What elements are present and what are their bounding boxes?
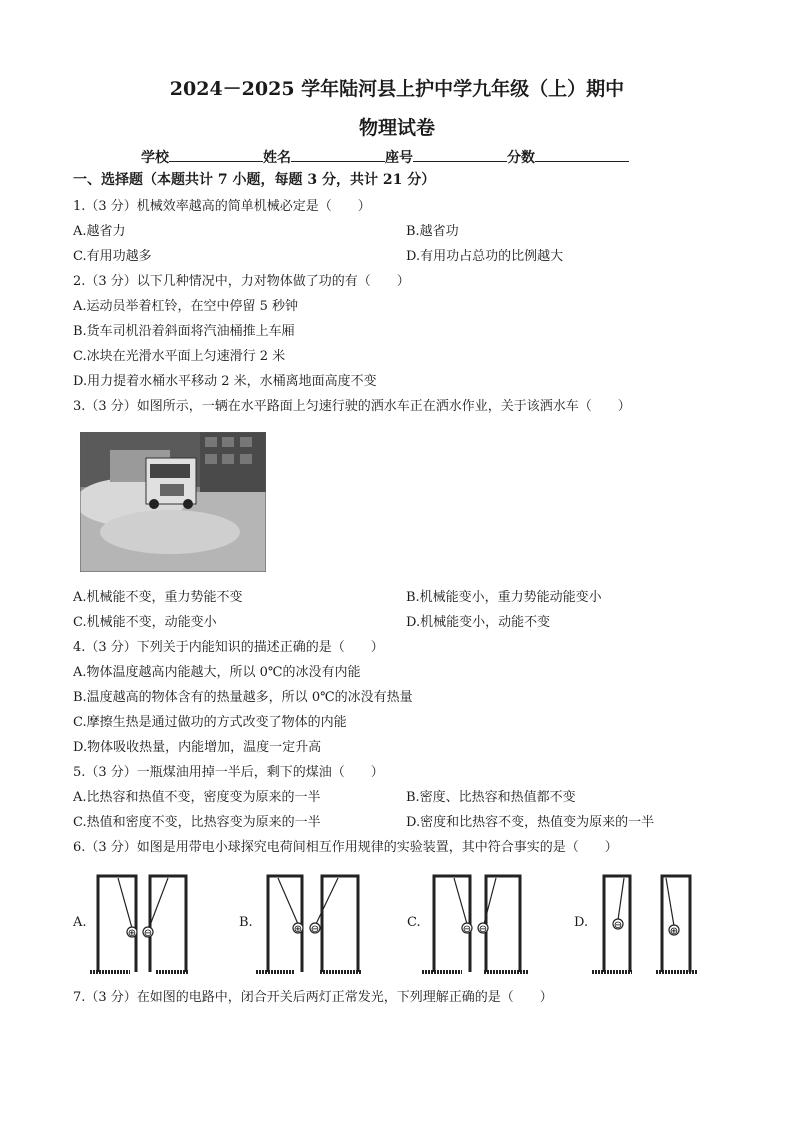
q2-option-a: A.运动员举着杠铃，在空中停留 5 秒钟 [73,299,299,314]
q6d-left-charge: ⊖ [613,920,623,931]
q4-option-d: D.物体吸收热量，内能增加，温度一定升高 [73,740,322,755]
q1-option-c: C.有用功越多 [73,249,152,264]
seat-label: 座号 [385,150,413,166]
name-blank[interactable] [291,147,385,162]
q4-option-b: B.温度越高的物体含有的热量越多，所以 0℃的冰没有热量 [73,690,413,705]
q6b-right-charge: ⊖ [310,924,320,935]
q1-option-b: B.越省功 [406,224,459,239]
score-blank[interactable] [535,147,629,162]
q6c-right-charge: ⊖ [478,924,488,935]
name-label: 姓名 [263,150,291,166]
q6d-right-charge: ⊕ [669,926,679,937]
seat-blank[interactable] [413,147,507,162]
q3-option-a: A.机械能不变，重力势能不变 [73,590,243,605]
q6b-left-charge: ⊕ [293,924,303,935]
score-label: 分数 [507,150,535,166]
exam-subtitle: 物理试卷 [358,117,435,139]
q5-option-c: C.热值和密度不变，比热容变为原来的一半 [73,815,321,830]
q6-label-b: B. [239,915,253,930]
q6-figure-a [88,868,188,978]
q2-option-b: B.货车司机沿着斜面将汽油桶推上车厢 [73,324,295,339]
q6a-left-charge: ⊕ [127,928,137,939]
question-3-stem: 3.（3 分）如图所示，一辆在水平路面上匀速行驶的洒水车正在洒水作业，关于该洒水车（ ） [73,399,631,414]
q3-option-b: B.机械能变小，重力势能动能变小 [406,590,602,605]
q2-option-d: D.用力提着水桶水平移动 2 米，水桶离地面高度不变 [73,374,377,389]
q1-option-a: A.越省力 [73,224,126,239]
student-info-line [141,147,629,167]
q6-label-d: D. [574,915,589,930]
school-blank[interactable] [169,147,263,162]
q6-figure-c [420,868,530,978]
sprinkler-truck-photo [80,432,266,572]
q6-label-a: A. [73,915,87,930]
question-2-stem: 2.（3 分）以下几种情况中，力对物体做了功的有（ ） [73,274,410,289]
q5-option-b: B.密度、比热容和热值都不变 [406,790,576,805]
q3-option-d: D.机械能变小，动能不变 [406,615,551,630]
question-7-stem: 7.（3 分）在如图的电路中，闭合开关后两灯正常发光，下列理解正确的是（ ） [73,990,553,1005]
q1-option-d: D.有用功占总功的比例越大 [406,249,564,264]
q3-option-c: C.机械能不变，动能变小 [73,615,217,630]
q4-option-c: C.摩擦生热是通过做功的方式改变了物体的内能 [73,715,347,730]
q5-option-d: D.密度和比热容不变，热值变为原来的一半 [406,815,655,830]
school-label: 学校 [141,150,169,166]
q6-label-c: C. [407,915,421,930]
question-5-stem: 5.（3 分）一瓶煤油用掉一半后，剩下的煤油（ ） [73,765,384,780]
question-4-stem: 4.（3 分）下列关于内能知识的描述正确的是（ ） [73,640,384,655]
q6-figure-b [254,868,364,978]
question-6-stem: 6.（3 分）如图是用带电小球探究电荷间相互作用规律的实验装置，其中符合事实的是（ ） [73,840,618,855]
section-heading: 一、选择题（本题共计 7 小题，每题 3 分，共计 21 分） [73,172,436,188]
question-1-stem: 1.（3 分）机械效率越高的简单机械必定是（ ） [73,199,371,214]
q6c-left-charge: ⊖ [462,924,472,935]
exam-title: 2024－2025 学年陆河县上护中学九年级（上）期中 [169,78,625,100]
q5-option-a: A.比热容和热值不变，密度变为原来的一半 [73,790,321,805]
q6a-right-charge: ⊖ [143,928,153,939]
q6-figure-d [590,868,700,978]
q2-option-c: C.冰块在光滑水平面上匀速滑行 2 米 [73,349,286,364]
q4-option-a: A.物体温度越高内能越大，所以 0℃的冰没有内能 [73,665,361,680]
